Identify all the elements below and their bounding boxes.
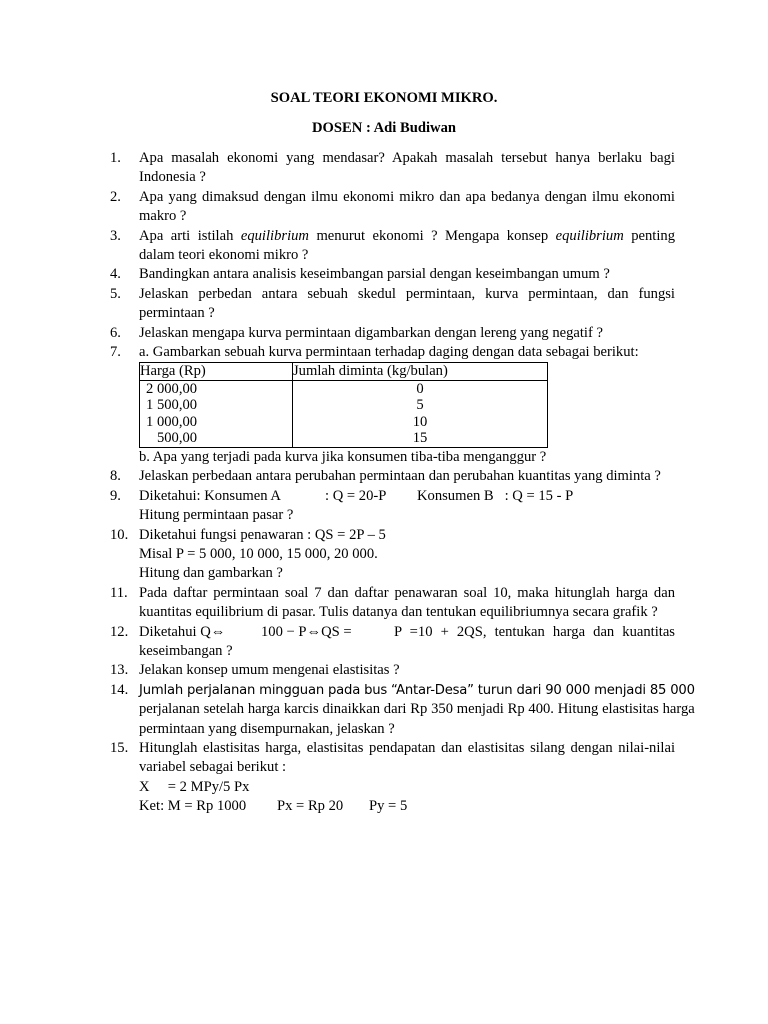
formula-line: X = 2 MPy/5 Px (139, 778, 250, 795)
consumer-b-function: Konsumen B : Q = 15 - P (417, 487, 574, 504)
question-line: Misal P = 5 000, 10 000, 15 000, 20 000. (139, 546, 378, 562)
question-line: Hitung permintaan pasar ? (139, 507, 294, 524)
variables-line (139, 797, 675, 816)
question-line (139, 487, 675, 506)
question-body (139, 487, 675, 526)
question-9 (110, 487, 675, 526)
variable-py: Py = 5 (369, 798, 408, 815)
question-number: 4. (110, 266, 121, 283)
price-cell: 1 000,00 (140, 414, 293, 431)
question-text: perjalanan setelah harga karcis dinaikkan dari Rp 350 menjadi Rp 400. Hitung elastisitas harga permintaan yang disempurnakan, jelaskan ? (139, 701, 695, 737)
question-text: Hitunglah elastisitas harga, elastisitas pendapatan dan elastisitas silang dengan nilai-nilai variabel sebagai berikut : (139, 740, 675, 776)
question-part-a: a. Gambarkan sebuah kurva permintaan terhadap daging dengan data sebagai berikut: (139, 344, 639, 361)
question-number: 5. (110, 285, 121, 302)
question-14 (110, 681, 695, 739)
question-4 (110, 265, 675, 284)
document-title: SOAL TEORI EKONOMI MIKRO. (270, 90, 498, 106)
question-number: 10. (110, 526, 129, 543)
question-text: Jelaskan mengapa kurva permintaan digambarkan dengan lereng yang negatif ? (139, 324, 603, 341)
consumer-a-function: : Q = 20-P (325, 487, 387, 504)
question-text: Jelaskan perbedaan antara perubahan permintaan dan perubahan kuantitas yang diminta ? (139, 468, 661, 485)
question-number: 8. (110, 468, 121, 485)
italic-term: equilibrium (555, 227, 624, 244)
question-11 (110, 584, 675, 623)
table-row (140, 414, 548, 431)
question-3 (110, 227, 675, 266)
text-segment: penting dalam teori ekonomi mikro ? (139, 227, 675, 264)
price-cell: 2 000,00 (140, 380, 293, 397)
column-header-price: Harga (Rp) (140, 363, 293, 381)
question-12 (110, 623, 675, 662)
question-text (139, 227, 675, 266)
question-text: Jelaskan perbedan antara sebuah skedul permintaan, kurva permintaan, dan fungsi permintaan ? (139, 285, 675, 322)
question-8 (110, 467, 675, 486)
table-row (140, 380, 548, 397)
question-15 (110, 739, 675, 817)
question-number: 1. (110, 150, 121, 166)
question-part-b: b. Apa yang terjadi pada kurva jika konsumen tiba-tiba menganggur ? (139, 448, 547, 465)
price-cell: 1 500,00 (140, 397, 293, 414)
italic-term: equilibrium (240, 227, 309, 244)
question-list (110, 149, 695, 817)
variable-px: Px = Rp 20 (277, 798, 344, 815)
question-number: 3. (110, 227, 121, 244)
price-cell: 500,00 (140, 430, 293, 447)
question-2 (110, 188, 675, 227)
question-segment: Diketahui Q⇔ (139, 623, 226, 640)
price-quantity-table (139, 362, 548, 448)
question-number: 9. (110, 487, 121, 504)
question-text: Apa yang dimaksud dengan ilmu ekonomi mikro dan apa bedanya dengan ilmu ekonomi makro ? (139, 188, 675, 225)
question-10 (110, 526, 675, 584)
question-number: 6. (110, 324, 121, 341)
question-6 (110, 324, 675, 343)
question-body (139, 739, 675, 817)
question-segment: 100 − P⇔QS = (261, 623, 352, 640)
question-number: 14. (110, 681, 129, 698)
quantity-cell: 15 (293, 430, 548, 447)
text-segment: Apa arti istilah (139, 227, 241, 244)
question-13 (110, 661, 675, 680)
question-number: 7. (110, 344, 121, 361)
question-5 (110, 285, 675, 324)
question-text: Bandingkan antara analisis keseimbangan parsial dengan keseimbangan umum ? (139, 266, 610, 283)
table-row (140, 397, 548, 414)
question-1 (110, 149, 675, 188)
table-header-row (140, 363, 548, 381)
quantity-cell: 10 (293, 414, 548, 431)
question-number: 15. (110, 740, 129, 757)
lecturer-line: DOSEN : Adi Budiwan (312, 120, 456, 136)
question-line: Hitung dan gambarkan ? (139, 565, 283, 582)
question-number: 13. (110, 662, 129, 679)
question-line: Jumlah perjalanan mingguan pada bus “Antar-Desa” turun dari 90 000 menjadi 85 000 (139, 682, 695, 698)
question-number: 12. (110, 623, 129, 640)
question-body (139, 681, 695, 739)
question-body (139, 343, 675, 467)
question-number: 2. (110, 188, 121, 205)
quantity-cell: 5 (293, 397, 548, 414)
question-segment: P =10 + 2QS, tentukan harga dan kuantitas keseimbangan ? (139, 623, 675, 660)
consumer-a-label: Diketahui: Konsumen A (139, 487, 281, 504)
question-line: Diketahui fungsi penawaran : QS = 2P – 5 (139, 526, 386, 543)
question-text: Pada daftar permintaan soal 7 dan daftar penawaran soal 10, maka hitunglah harga dan kuantitas equilibrium di pasar. Tulis datanya dan tentukan equilibriumnya secara grafik ? (139, 584, 675, 621)
table-row (140, 430, 548, 447)
question-7 (110, 343, 675, 467)
question-text: Apa masalah ekonomi yang mendasar? Apakah masalah tersebut hanya berlaku bagi Indonesia ? (139, 150, 675, 186)
column-header-quantity: Jumlah diminta (kg/bulan) (293, 363, 548, 381)
question-number: 11. (110, 584, 128, 601)
quantity-cell: 0 (293, 380, 548, 397)
question-body (139, 623, 675, 662)
text-segment: menurut ekonomi ? Mengapa konsep (308, 227, 556, 244)
question-text: Jelakan konsep umum mengenai elastisitas ? (139, 662, 400, 679)
question-body (139, 526, 675, 584)
variable-income: Ket: M = Rp 1000 (139, 798, 247, 815)
